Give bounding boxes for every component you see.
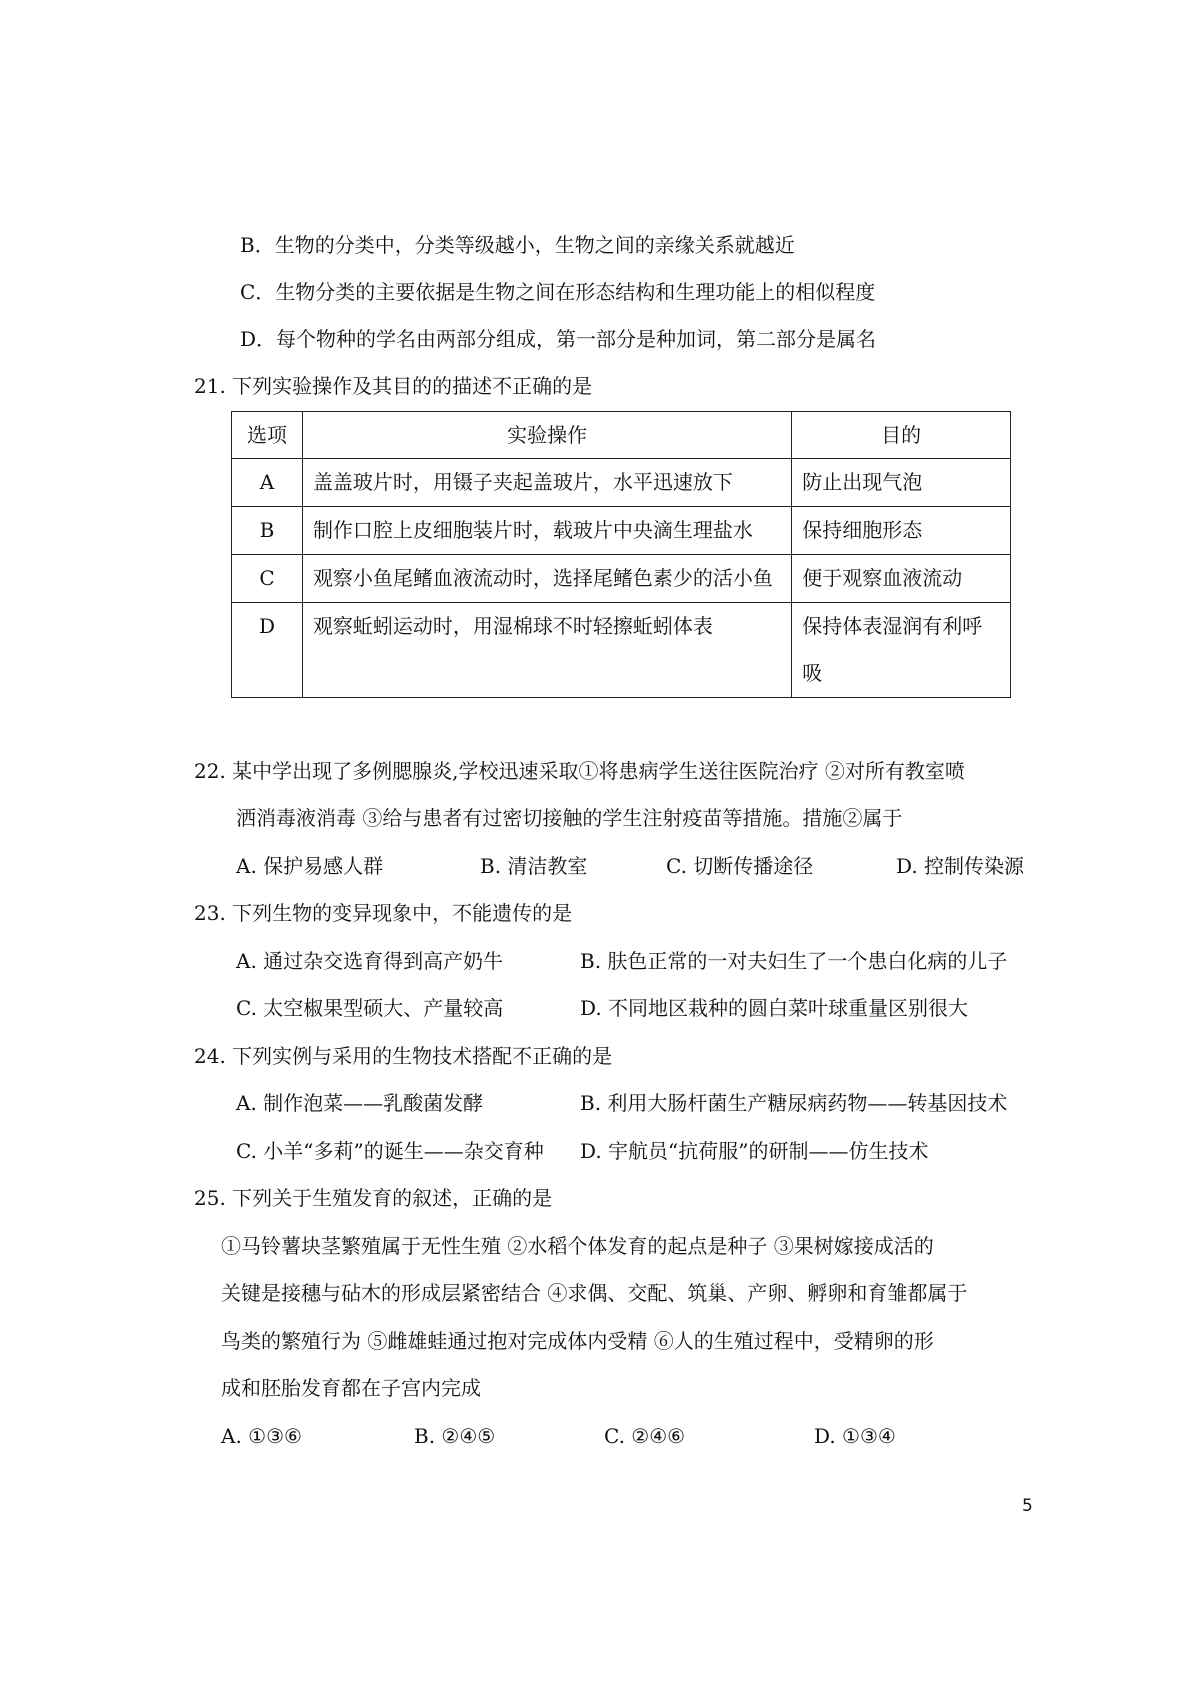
q24-stem: 24. 下列实例与采用的生物技术搭配不正确的是: [194, 1044, 613, 1068]
q22-option-a: A. 保护易感人群: [236, 854, 384, 878]
table-cell-option: C: [232, 555, 303, 603]
q23-stem: 23. 下列生物的变异现象中，不能遗传的是: [194, 901, 573, 925]
table-cell-option: D: [232, 603, 303, 698]
q25-body-line4: 成和胚胎发育都在子宫内完成: [221, 1376, 481, 1400]
q24-option-a: A. 制作泡菜——乳酸菌发酵: [236, 1091, 484, 1115]
q22-stem-line1: 22. 某中学出现了多例腮腺炎,学校迅速采取①将患病学生送往医院治疗 ②对所有教室喷: [194, 759, 965, 783]
table-header-purpose: 目的: [792, 412, 1011, 459]
table-cell-option: B: [232, 507, 303, 555]
table-cell-operation: 制作口腔上皮细胞装片时，载玻片中央滴生理盐水: [302, 507, 791, 555]
q20-option-b: B．生物的分类中，分类等级越小，生物之间的亲缘关系就越近: [240, 233, 795, 257]
table-cell-operation: 盖盖玻片时，用镊子夹起盖玻片，水平迅速放下: [302, 459, 791, 507]
q23-option-d: D. 不同地区栽种的圆白菜叶球重量区别很大: [580, 996, 969, 1020]
experiment-table: [231, 411, 1011, 698]
q25-option-b: B. ②④⑤: [414, 1424, 496, 1448]
q22-stem-line2: 洒消毒液消毒 ③给与患者有过密切接触的学生注射疫苗等措施。措施②属于: [236, 806, 903, 830]
table-row: [232, 603, 1011, 698]
q24-option-d: D. 宇航员“抗荷服”的研制——仿生技术: [580, 1139, 929, 1163]
q25-body-line1: ①马铃薯块茎繁殖属于无性生殖 ②水稻个体发育的起点是种子 ③果树嫁接成活的: [221, 1234, 934, 1258]
table-cell-option: A: [232, 459, 303, 507]
table-cell-purpose: 保持体表湿润有利呼吸: [792, 603, 1011, 698]
table-row: [232, 507, 1011, 555]
q22-option-d: D. 控制传染源: [896, 854, 1025, 878]
q20-option-c: C．生物分类的主要依据是生物之间在形态结构和生理功能上的相似程度: [240, 280, 876, 304]
q23-option-a: A. 通过杂交选育得到高产奶牛: [236, 949, 504, 973]
table-cell-operation: 观察蚯蚓运动时，用湿棉球不时轻擦蚯蚓体表: [302, 603, 791, 698]
table-header-row: [232, 412, 1011, 459]
q24-option-b: B. 利用大肠杆菌生产糖尿病药物——转基因技术: [580, 1091, 1008, 1115]
page-number: 5: [1022, 1496, 1033, 1516]
q23-option-b: B. 肤色正常的一对夫妇生了一个患白化病的儿子: [580, 949, 1008, 973]
q25-stem: 25. 下列关于生殖发育的叙述，正确的是: [194, 1186, 553, 1210]
q24-option-c: C. 小羊“多莉”的诞生——杂交育种: [236, 1139, 544, 1163]
q25-option-c: C. ②④⑥: [604, 1424, 686, 1448]
table-header-option: 选项: [232, 412, 303, 459]
q25-option-d: D. ①③④: [814, 1424, 896, 1448]
table-row: [232, 555, 1011, 603]
q25-option-a: A. ①③⑥: [221, 1424, 302, 1448]
q21-stem: 21. 下列实验操作及其目的的描述不正确的是: [194, 374, 593, 398]
q23-option-c: C. 太空椒果型硕大、产量较高: [236, 996, 504, 1020]
table-cell-purpose: 防止出现气泡: [792, 459, 1011, 507]
table-cell-purpose: 保持细胞形态: [792, 507, 1011, 555]
table-header-operation: 实验操作: [302, 412, 791, 459]
q20-option-d: D．每个物种的学名由两部分组成，第一部分是种加词，第二部分是属名: [240, 327, 877, 351]
table-cell-operation: 观察小鱼尾鳍血液流动时，选择尾鳍色素少的活小鱼: [302, 555, 791, 603]
q25-body-line3: 鸟类的繁殖行为 ⑤雌雄蛙通过抱对完成体内受精 ⑥人的生殖过程中，受精卵的形: [221, 1329, 934, 1353]
q22-option-b: B. 清洁教室: [480, 854, 588, 878]
table-cell-purpose: 便于观察血液流动: [792, 555, 1011, 603]
q25-body-line2: 关键是接穗与砧木的形成层紧密结合 ④求偶、交配、筑巢、产卵、孵卵和育雏都属于: [221, 1281, 968, 1305]
q22-option-c: C. 切断传播途径: [666, 854, 814, 878]
table-row: [232, 459, 1011, 507]
